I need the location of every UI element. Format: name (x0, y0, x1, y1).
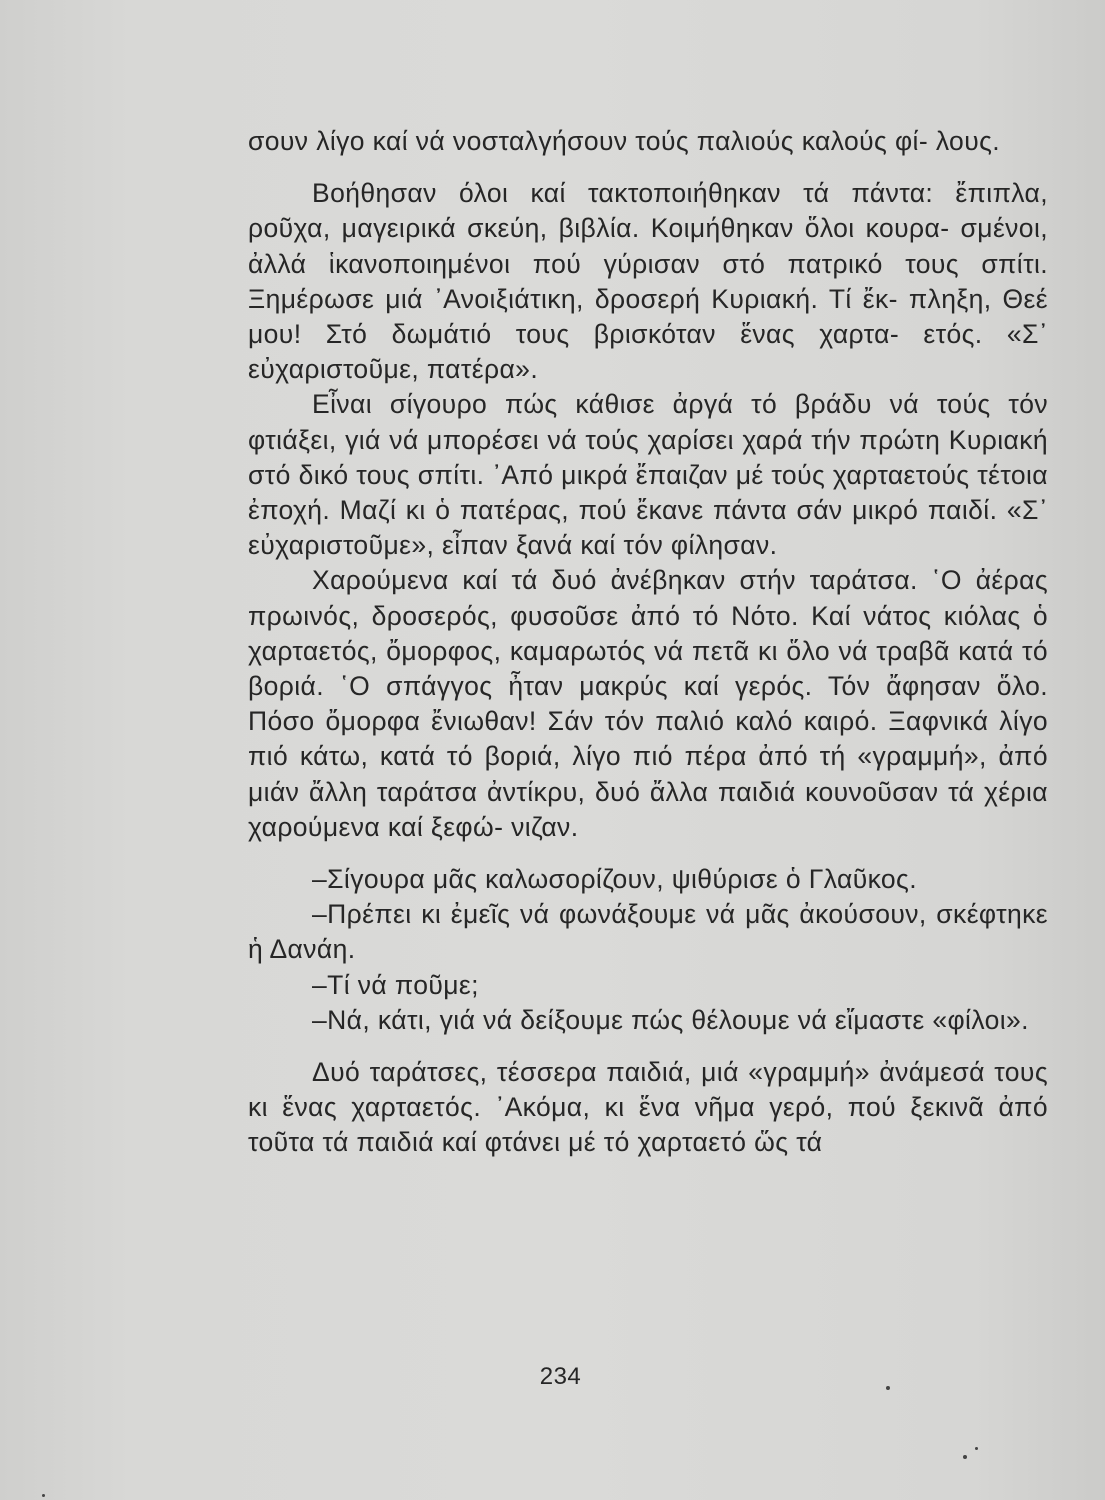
dust-speck (963, 1455, 967, 1459)
page-number: 234 (539, 1363, 582, 1390)
dialogue-line-3: –Τί νά ποῦμε; (312, 969, 479, 1000)
paragraph-4: Χαρούμενα καί τά δυό ἀνέβηκαν στήν ταράτσα. ῾Ο ἀέρας πρωινός, δροσερός, φυσοῦσε ἀπό τό Νότο. Καί νάτος κιόλας ὁ χαρταετός, ὄμορφος, καμαρωτός νά πετᾶ κι ὅλο νά τραβᾶ κατά τό βοριά. ῾Ο σπάγγος ἦταν μακρύς καί γερός. Τόν ἄφησαν ὅλο. Πόσο ὄμορφα ἔνιωθαν! Σάν τόν παλιό καλό καιρό. Ξαφνικά λίγο πιό κάτω, κατά τό βοριά, λίγο πιό πέρα ἀπό τή «γραμμή», ἀπό μιάν ἄλλη ταράτσα ἀντίκρυ, δυό ἄλλα παιδιά κουνοῦσαν τά χέρια χαρούμενα καί ξεφώ- νιζαν. (248, 565, 1048, 842)
dust-speck (886, 1386, 890, 1390)
dust-speck (42, 1494, 45, 1497)
dialogue-line-4: –Νά, κάτι, γιά νά δείξουμε πώς θέλουμε νά εἴμαστε «φίλοι». (312, 1004, 1029, 1035)
body-text (248, 124, 1048, 1161)
paragraph-1: σουν λίγο καί νά νοσταλγήσουν τούς παλιούς καλούς φί- λους. (248, 126, 1001, 156)
paragraph-3: Εἶναι σίγουρο πώς κάθισε ἀργά τό βράδυ νά τούς τόν φτιάξει, γιά νά μπορέσει νά τούς χαρίσει χαρά τήν πρώτη Κυριακή στό δικό τους σπίτι. ᾿Από μικρά ἔπαιζαν μέ τούς χαρταετούς τέτοια ἐποχή. Μαζί κι ὁ πατέρας, πού ἔκανε πάντα σάν μικρό παιδί. «Σ᾿ εὐχαριστοῦμε», εἶπαν ξανά καί τόν φίλησαν. (248, 389, 1048, 561)
dialogue-line-1: –Σίγουρα μᾶς καλωσορίζουν, ψιθύρισε ὁ Γλαῦκος. (312, 864, 917, 895)
paragraph-2: Βοήθησαν όλοι καί τακτοποιήθηκαν τά πάντα: ἔπιπλα, ροῦχα, μαγειρικά σκεύη, βιβλία. Κοιμήθηκαν ὅλοι κουρα- σμένοι, ἀλλά ἱκανοποιημένοι πού γύρισαν στό πατρικό τους σπίτι. Ξημέρωσε μιά ᾿Ανοιξιάτικη, δροσερή Κυριακή. Τί ἔκ- πληξη, Θεέ μου! Στό δωμάτιό τους βρισκόταν ἕνας χαρτα- ετός. «Σ᾿ εὐχαριστοῦμε, πατέρα». (248, 178, 1048, 385)
dialogue-line-2: –Πρέπει κι ἐμεῖς νά φωνάξουμε νά μᾶς ἀκούσουν, σκέφτηκε ἡ Δανάη. (248, 899, 1048, 965)
paragraph-final: Δυό ταράτσες, τέσσερα παιδιά, μιά «γραμμή» ἀνάμεσά τους κι ἕνας χαρταετός. ᾿Ακόμα, κι ἕνα νῆμα γερό, πού ξεκινᾶ ἀπό τοῦτα τά παιδιά καί φτάνει μέ τό χαρταετό ὥς τά (248, 1057, 1048, 1158)
dust-speck (975, 1447, 978, 1450)
